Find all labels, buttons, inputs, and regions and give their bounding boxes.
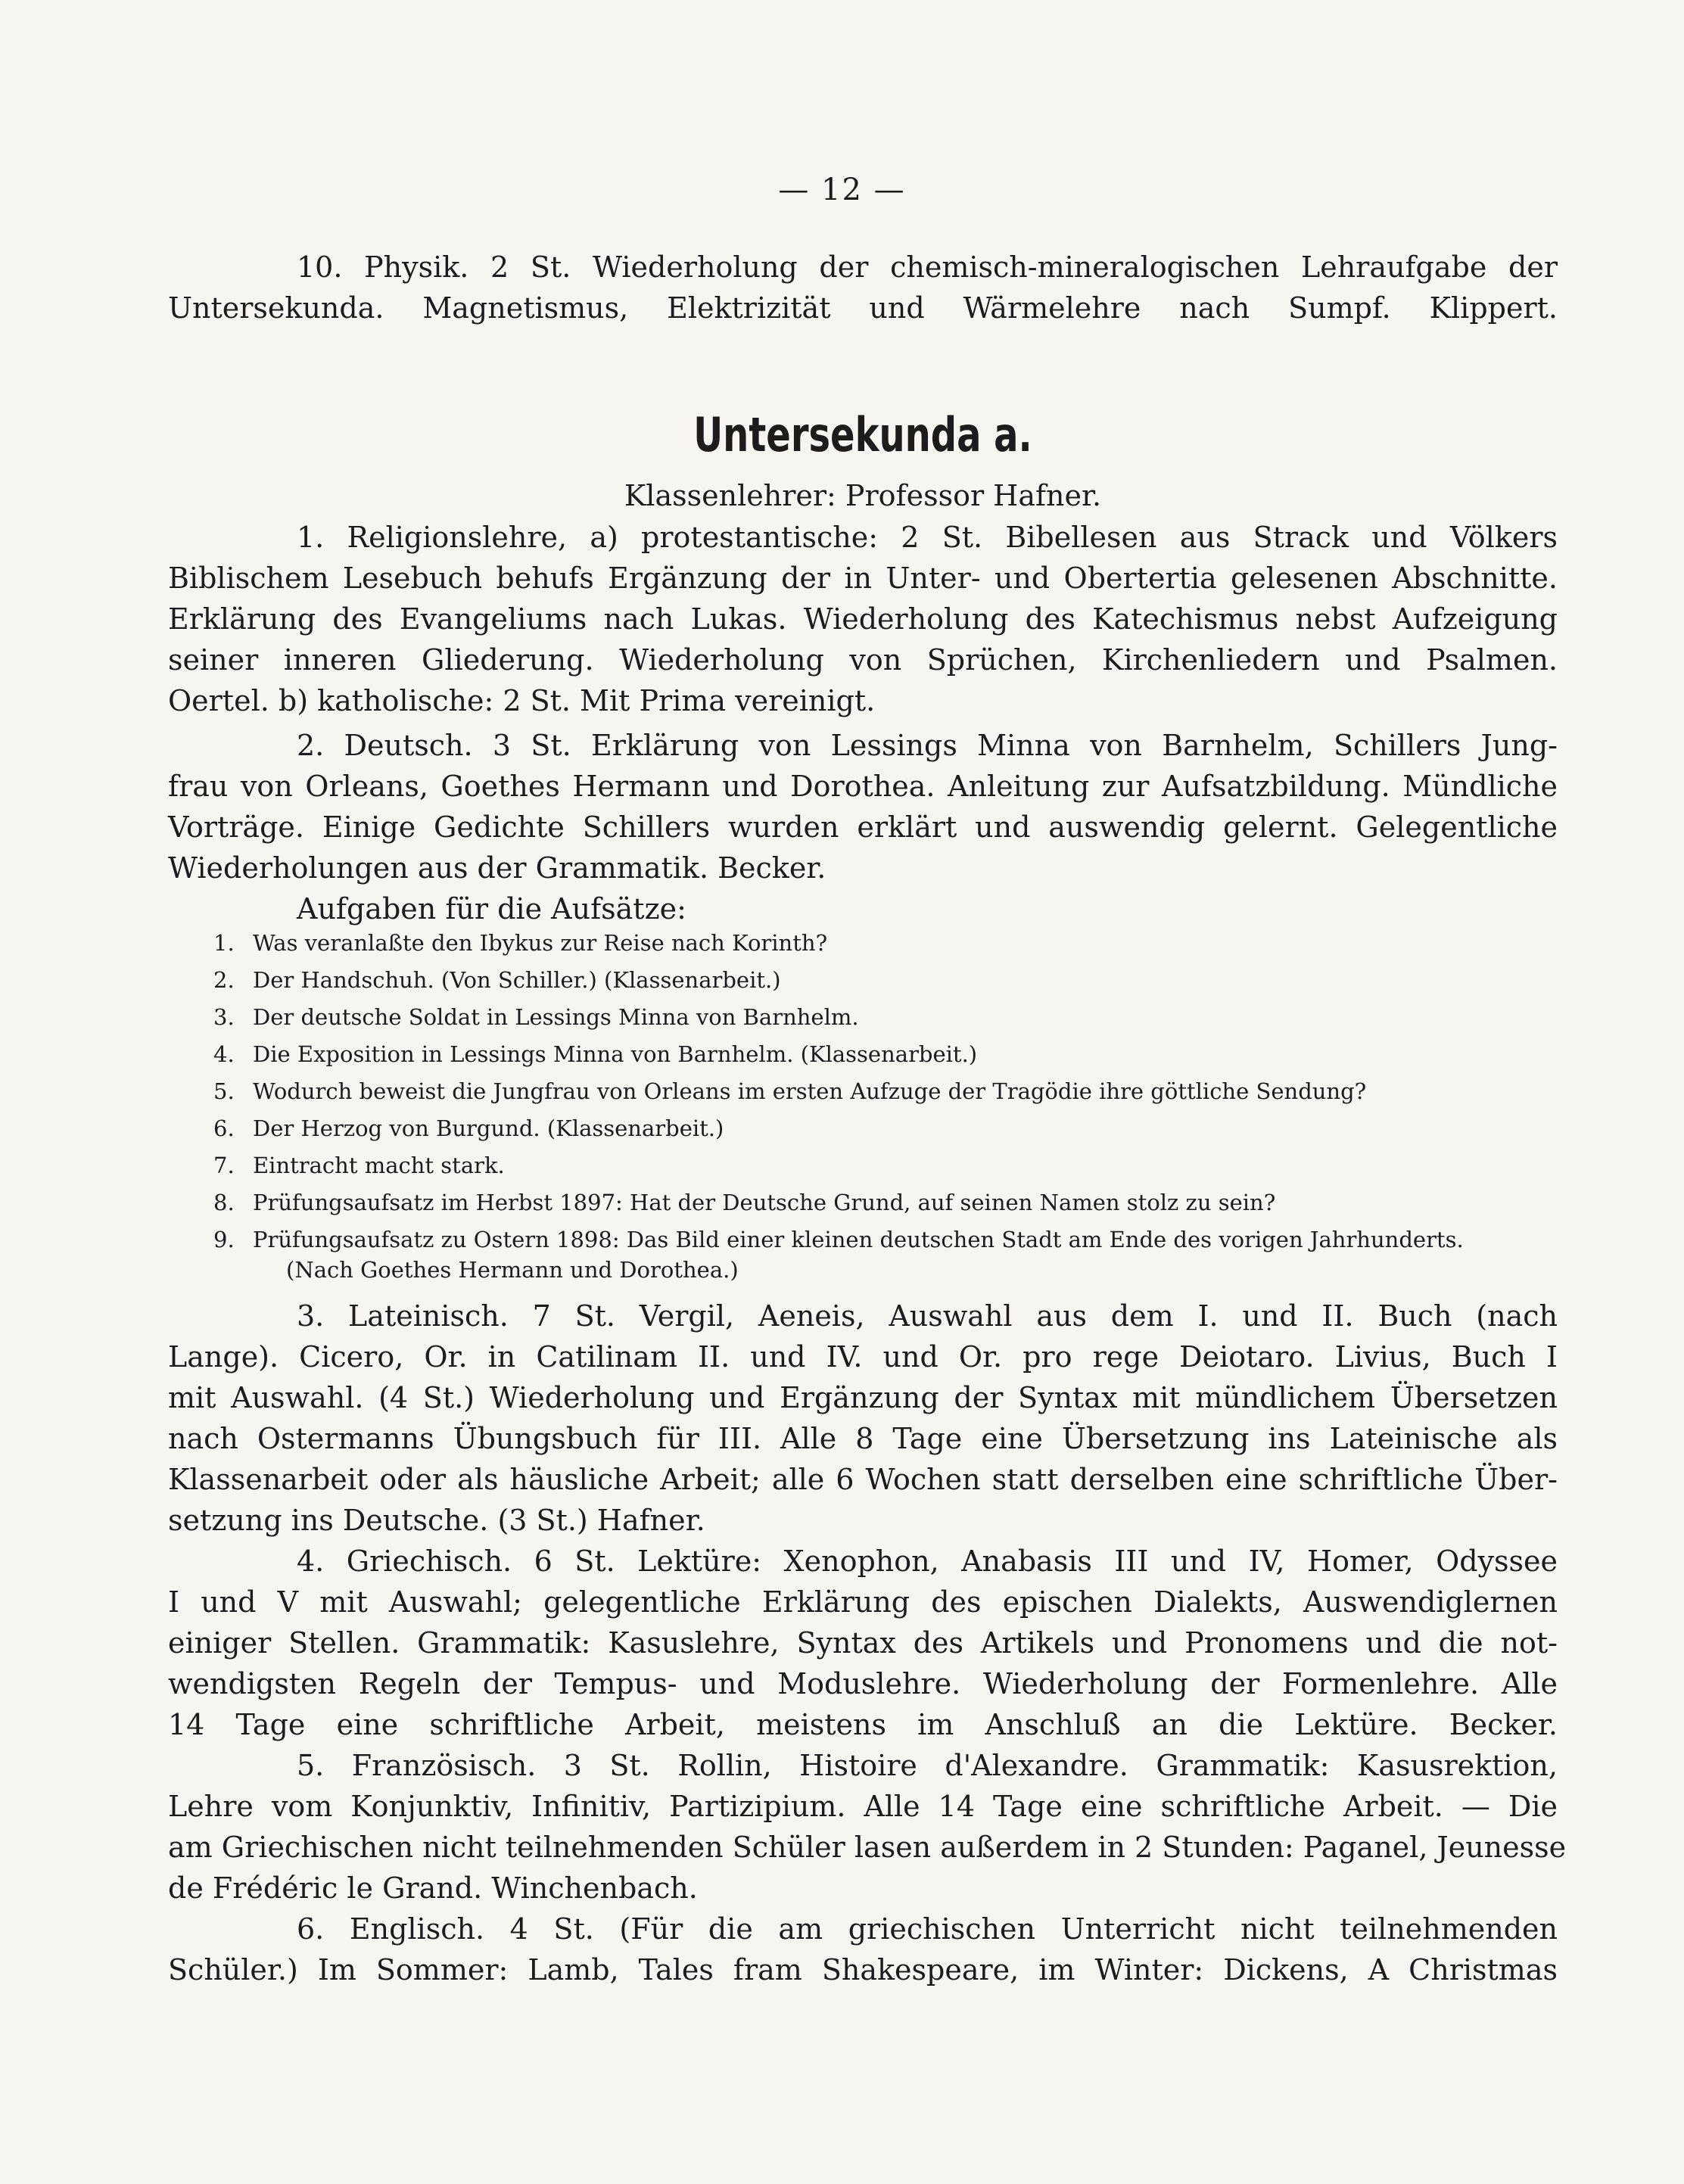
list-item-text: Die Exposition in Lessings Minna von Barnhelm. (Klassenarbeit.) <box>253 1041 978 1067</box>
list-item-text: Der Herzog von Burgund. (Klassenarbeit.) <box>253 1115 724 1141</box>
aufgaben-heading: Aufgaben für die Aufsätze: <box>297 892 686 926</box>
list-item <box>213 965 1545 995</box>
latein-line-6: setzung ins Deutsche. (3 St.) Hafner. <box>168 1504 705 1537</box>
religion-line-4: seiner inneren Gliederung. Wiederholung von Sprüchen, Kirchenliedern und Psalmen. <box>168 643 1558 677</box>
list-item-number: 8. <box>213 1190 235 1215</box>
section-heading: Untersekunda a. <box>693 407 1032 462</box>
page-number: — 12 — <box>778 173 906 207</box>
list-item-continuation: (Nach Goethes Hermann und Dorothea.) <box>286 1257 739 1283</box>
latein-line-1: 3. Lateinisch. 7 St. Vergil, Aeneis, Auswahl aus dem I. und II. Buch (nach <box>297 1299 1558 1333</box>
deutsch-line-1: 2. Deutsch. 3 St. Erklärung von Lessings Minna von Barnhelm, Schillers Jung- <box>297 729 1558 762</box>
list-item <box>213 928 1545 958</box>
list-item-text: Eintracht macht stark. <box>253 1153 505 1178</box>
griechisch-line-3: einiger Stellen. Grammatik: Kasuslehre, Syntax des Artikels und Pronomens und die not- <box>168 1626 1558 1660</box>
latein-line-2: Lange). Cicero, Or. in Catilinam II. und IV. und Or. pro rege Deiotaro. Livius, Buch I <box>168 1340 1558 1374</box>
latein-line-5: Klassenarbeit oder als häusliche Arbeit; alle 6 Wochen statt derselben eine schriftliche Über- <box>168 1463 1558 1496</box>
englisch-line-2: Schüler.) Im Sommer: Lamb, Tales fram Shakespeare, im Winter: Dickens, A Christmas <box>168 1953 1558 1986</box>
physik-line-2: Untersekunda. Magnetismus, Elektrizität und Wärmelehre nach Sumpf. Klippert. <box>168 291 1558 325</box>
list-item <box>213 1224 1545 1255</box>
latein-line-4: nach Ostermanns Übungsbuch für III. Alle 8 Tage eine Übersetzung ins Lateinische als <box>168 1422 1558 1455</box>
franzoesisch-line-2: Lehre vom Konjunktiv, Infinitiv, Partizipium. Alle 14 Tage eine schriftliche Arbeit. — Die <box>168 1790 1558 1823</box>
list-item <box>213 1039 1545 1069</box>
list-item-number: 1. <box>213 930 235 956</box>
list-item-text: Was veranlaßte den Ibykus zur Reise nach Korinth? <box>253 930 828 956</box>
list-item-number: 6. <box>213 1115 235 1141</box>
deutsch-line-3: Vorträge. Einige Gedichte Schillers wurden erklärt und auswendig gelernt. Gelegentliche <box>168 810 1558 844</box>
englisch-line-1: 6. Englisch. 4 St. (Für die am griechischen Unterricht nicht teilnehmenden <box>297 1912 1558 1946</box>
list-item-number: 7. <box>213 1153 235 1178</box>
deutsch-line-4: Wiederholungen aus der Grammatik. Becker. <box>168 851 826 885</box>
religion-line-1: 1. Religionslehre, a) protestantische: 2 St. Bibellesen aus Strack und Völkers <box>297 521 1558 554</box>
list-item-number: 4. <box>213 1041 235 1067</box>
religion-line-5: Oertel. b) katholische: 2 St. Mit Prima vereinigt. <box>168 684 876 717</box>
list-item <box>213 1002 1545 1032</box>
list-item-text: Der Handschuh. (Von Schiller.) (Klassenarbeit.) <box>253 967 781 993</box>
deutsch-line-2: frau von Orleans, Goethes Hermann und Dorothea. Anleitung zur Aufsatzbildung. Mündliche <box>168 770 1558 803</box>
franzoesisch-line-4: de Frédéric le Grand. Winchenbach. <box>168 1871 698 1905</box>
list-item <box>213 1113 1545 1143</box>
latein-line-3: mit Auswahl. (4 St.) Wiederholung und Ergänzung der Syntax mit mündlichem Übersetzen <box>168 1381 1558 1414</box>
list-item-text: Wodurch beweist die Jungfrau von Orleans im ersten Aufzuge der Tragödie ihre göttliche Sendung? <box>253 1078 1367 1104</box>
griechisch-line-4: wendigsten Regeln der Tempus- und Moduslehre. Wiederholung der Formenlehre. Alle <box>168 1667 1558 1700</box>
list-item-text: Der deutsche Soldat in Lessings Minna von Barnhelm. <box>253 1004 859 1030</box>
list-item-text: Prüfungsaufsatz im Herbst 1897: Hat der Deutsche Grund, auf seinen Namen stolz zu sein? <box>253 1190 1276 1215</box>
list-item <box>213 1076 1545 1106</box>
list-item-number: 5. <box>213 1078 235 1104</box>
class-teacher: Klassenlehrer: Professor Hafner. <box>624 479 1102 512</box>
list-item-number: 3. <box>213 1004 235 1030</box>
list-item <box>213 1150 1545 1181</box>
religion-line-2: Biblischem Lesebuch behufs Ergänzung der in Unter- und Obertertia gelesenen Abschnitte. <box>168 562 1558 595</box>
griechisch-line-2: I und V mit Auswahl; gelegentliche Erklärung des epischen Dialekts, Auswendiglernen <box>168 1585 1558 1619</box>
franzoesisch-line-1: 5. Französisch. 3 St. Rollin, Histoire d'Alexandre. Grammatik: Kasusrektion, <box>297 1749 1558 1782</box>
list-item-number: 2. <box>213 967 235 993</box>
religion-line-3: Erklärung des Evangeliums nach Lukas. Wiederholung des Katechismus nebst Aufzeigung <box>168 602 1558 636</box>
franzoesisch-line-3: am Griechischen nicht teilnehmenden Schüler lasen außerdem in 2 Stunden: Paganel, Jeunesse <box>168 1831 1567 1864</box>
list-item-number: 9. <box>213 1227 235 1252</box>
griechisch-line-1: 4. Griechisch. 6 St. Lektüre: Xenophon, Anabasis III und IV, Homer, Odyssee <box>297 1545 1558 1578</box>
list-item-text: Prüfungsaufsatz zu Ostern 1898: Das Bild einer kleinen deutschen Stadt am Ende des vorigen Jahrhunderts. <box>253 1227 1464 1252</box>
list-item <box>213 1187 1545 1218</box>
physik-line-1: 10. Physik. 2 St. Wiederholung der chemisch-mineralogischen Lehraufgabe der <box>297 250 1558 284</box>
griechisch-line-5: 14 Tage eine schriftliche Arbeit, meistens im Anschluß an die Lektüre. Becker. <box>168 1708 1558 1741</box>
